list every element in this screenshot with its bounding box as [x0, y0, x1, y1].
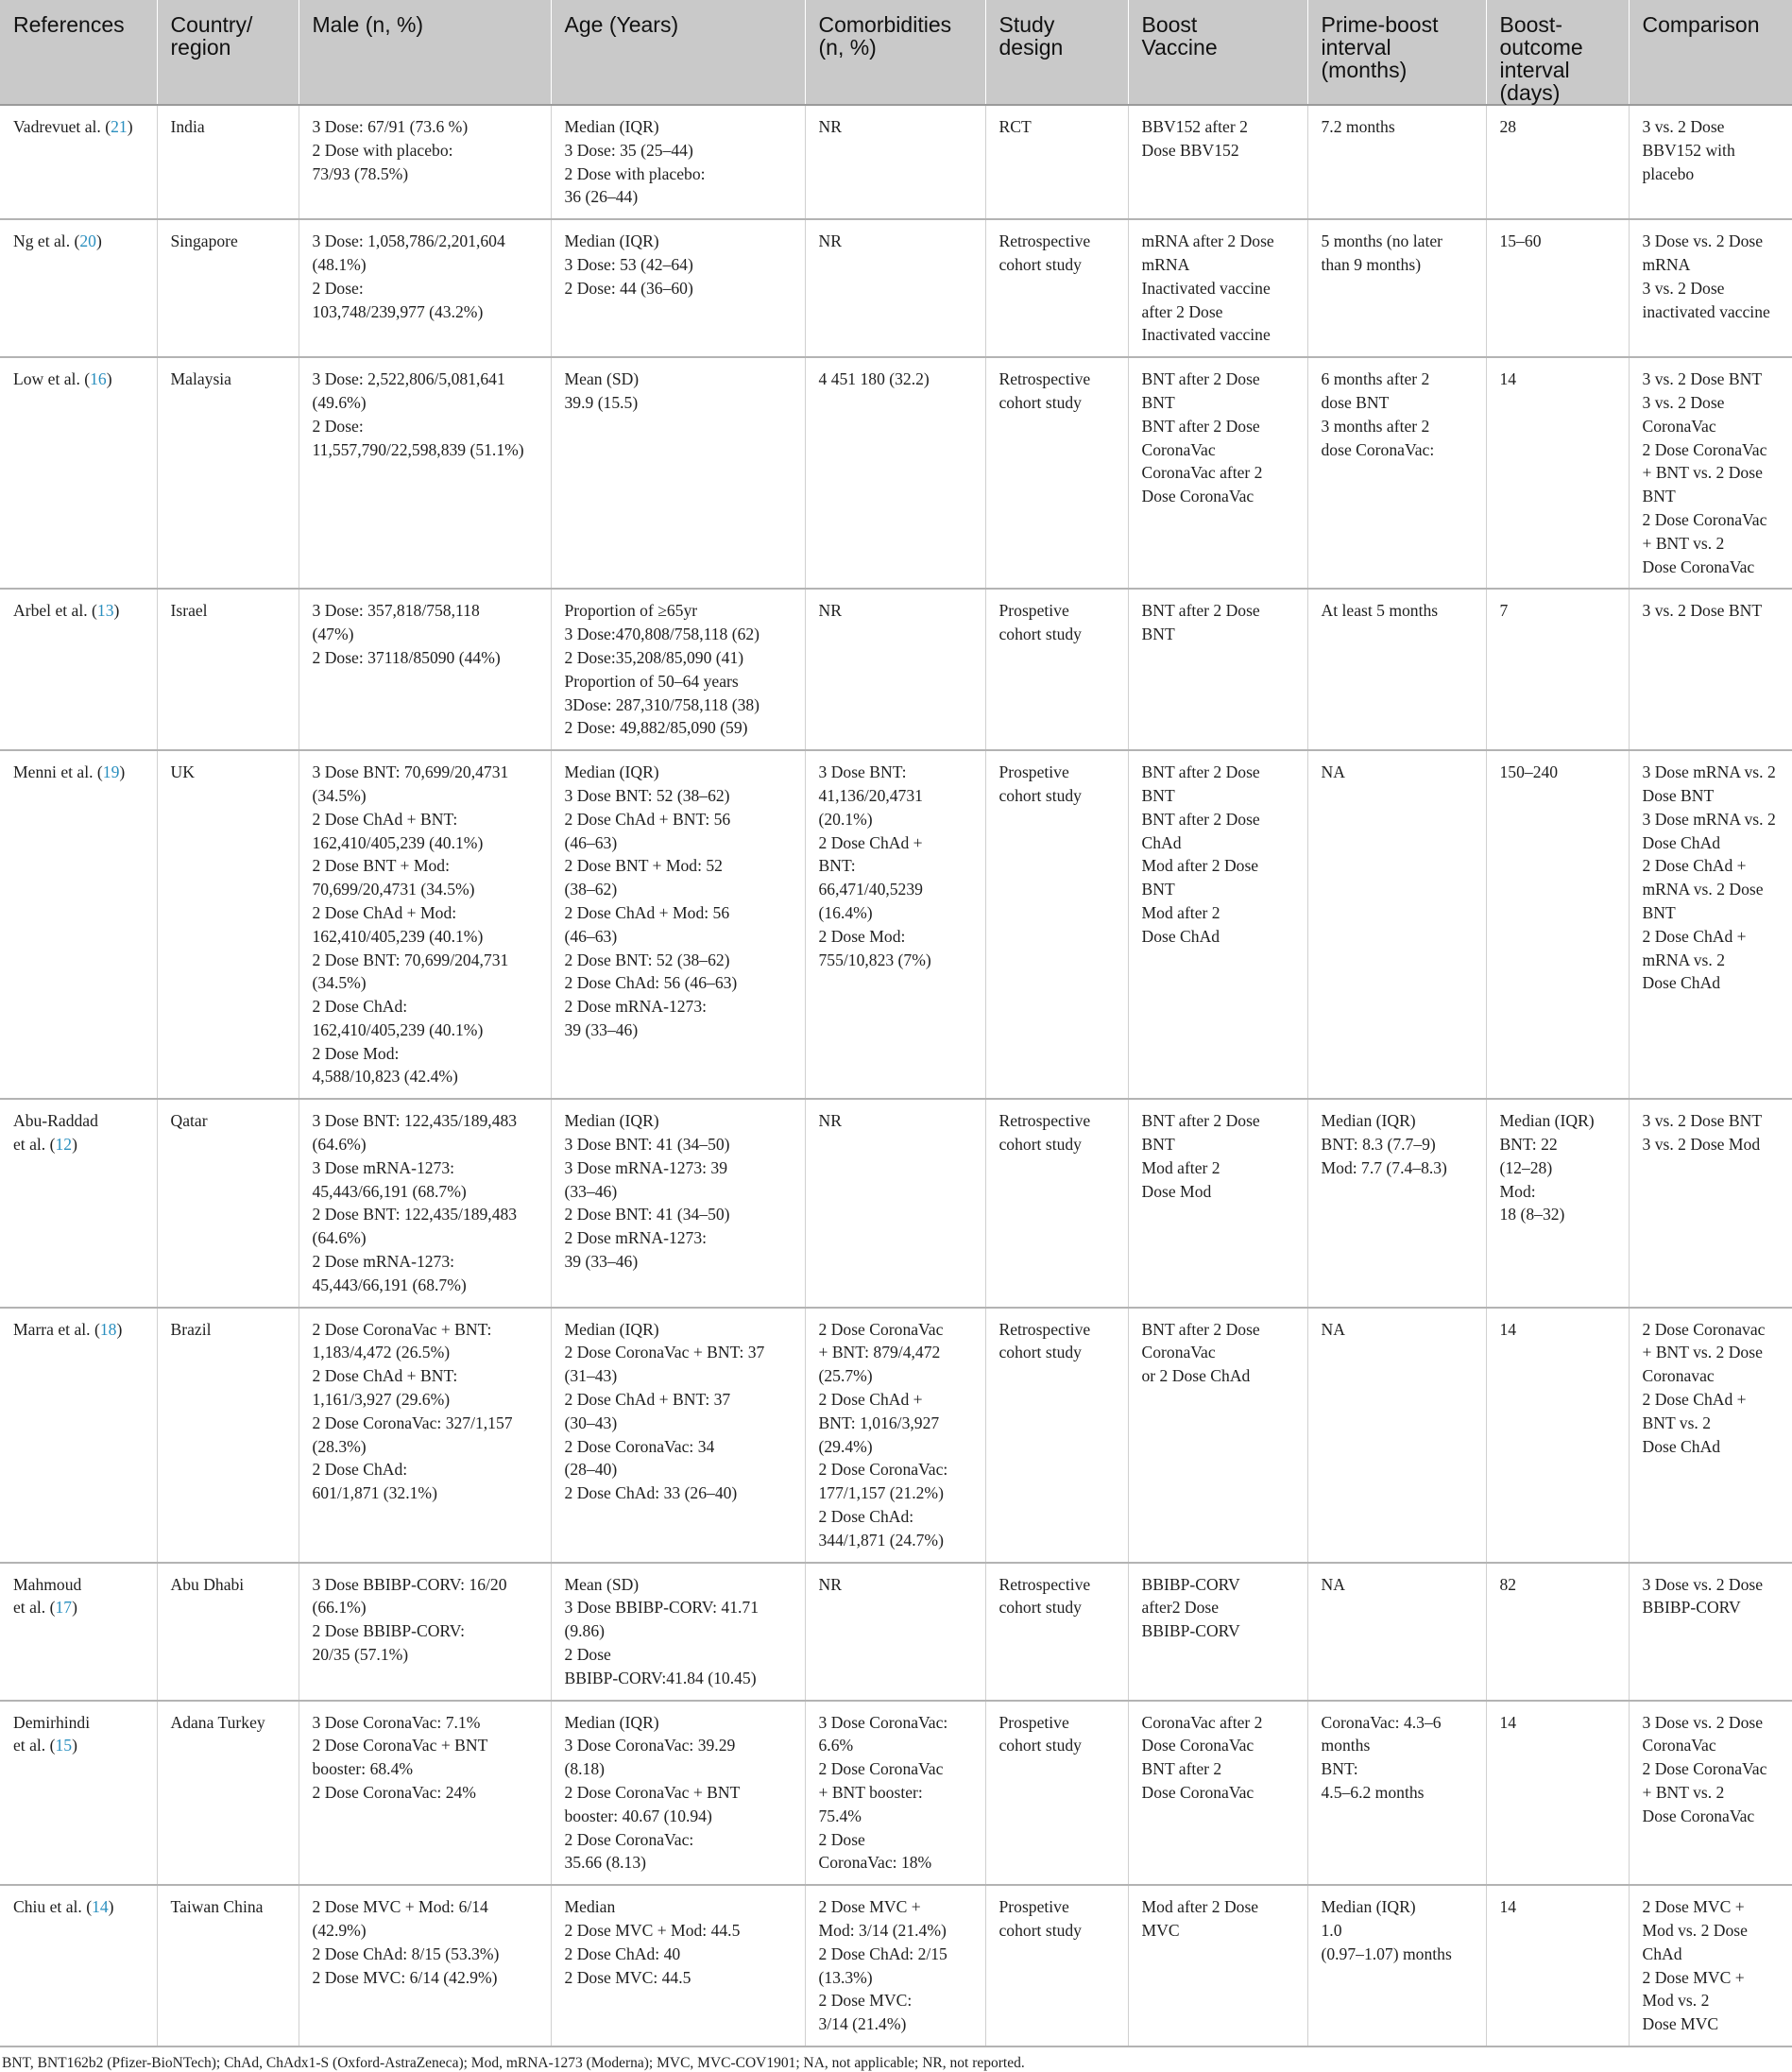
cell-reference: Demirhindi et al. (15)	[0, 1701, 157, 1886]
table-row	[0, 1563, 1792, 1701]
reference-author: Demirhindi et al.	[13, 1712, 91, 1755]
cell-boost-outcome-interval: 14	[1486, 1701, 1629, 1886]
header-prime-boost-interval: Prime-boost interval (months)	[1307, 0, 1486, 105]
cell-comparison: 3 Dose vs. 2 Dose BBIBP-CORV	[1629, 1563, 1792, 1701]
reference-link[interactable]: 16	[90, 369, 107, 389]
cell-prime-boost-interval: NA	[1307, 1308, 1486, 1563]
cell-country: Adana Turkey	[157, 1701, 299, 1886]
reference-author: Mahmoud et al.	[13, 1574, 82, 1618]
reference-author: Vadrevuet al.	[13, 117, 101, 136]
reference-link[interactable]: 21	[111, 117, 128, 136]
cell-male: 3 Dose BNT: 122,435/189,483 (64.6%) 3 Dose mRNA-1273: 45,443/66,191 (68.7%) 2 Dose BNT: 122,435/189,483 (64.6%) 2 Dose mRNA-1273: 45,443/66,191 (68.7%)	[299, 1099, 551, 1307]
cell-comparison: 3 Dose vs. 2 Dose mRNA 3 vs. 2 Dose inactivated vaccine	[1629, 219, 1792, 357]
reference-author: Low et al.	[13, 369, 80, 389]
cell-boost-vaccine: BNT after 2 Dose BNT BNT after 2 Dose ChAd Mod after 2 Dose BNT Mod after 2 Dose ChAd	[1128, 750, 1307, 1099]
cell-prime-boost-interval: NA	[1307, 750, 1486, 1099]
cell-boost-outcome-interval: 14	[1486, 357, 1629, 589]
cell-study-design: Prospetive cohort study	[985, 750, 1128, 1099]
table-footnote: BNT, BNT162b2 (Pfizer-BioNTech); ChAd, ChAdx1-S (Oxford-AstraZeneca); Mod, mRNA-1273 (Moderna); MVC, MVC-COV1901; NA, not applicable; NR, not reported.	[2, 2054, 1025, 2071]
cell-comorbidities: 2 Dose MVC + Mod: 3/14 (21.4%) 2 Dose ChAd: 2/15 (13.3%) 2 Dose MVC: 3/14 (21.4%)	[805, 1885, 985, 2046]
reference-author: Chiu et al.	[13, 1897, 82, 1917]
cell-country: UK	[157, 750, 299, 1099]
cell-prime-boost-interval: Median (IQR) BNT: 8.3 (7.7–9) Mod: 7.7 (7.4–8.3)	[1307, 1099, 1486, 1307]
cell-prime-boost-interval: 6 months after 2 dose BNT 3 months after 2 dose CoronaVac:	[1307, 357, 1486, 589]
table-row	[0, 1099, 1792, 1307]
cell-boost-vaccine: CoronaVac after 2 Dose CoronaVac BNT after 2 Dose CoronaVac	[1128, 1701, 1307, 1886]
cell-boost-outcome-interval: 82	[1486, 1563, 1629, 1701]
cell-reference: Low et al. (16)	[0, 357, 157, 589]
cell-male: 3 Dose BBIBP-CORV: 16/20 (66.1%) 2 Dose BBIBP-CORV: 20/35 (57.1%)	[299, 1563, 551, 1701]
reference-link[interactable]: 18	[99, 1319, 117, 1339]
cell-comorbidities: 2 Dose CoronaVac + BNT: 879/4,472 (25.7%) 2 Dose ChAd + BNT: 1,016/3,927 (29.4%) 2 Dose CoronaVac: 177/1,157 (21.2%) 2 Dose ChAd: 344/1,871 (24.7%)	[805, 1308, 985, 1563]
cell-study-design: RCT	[985, 105, 1128, 219]
table-row	[0, 219, 1792, 357]
table-row	[0, 105, 1792, 219]
header-country: Country/ region	[157, 0, 299, 105]
reference-author: Marra et al.	[13, 1319, 91, 1339]
cell-reference: Ng et al. (20)	[0, 219, 157, 357]
reference-author: Ng et al.	[13, 231, 71, 251]
cell-study-design: Retrospective cohort study	[985, 219, 1128, 357]
reference-author: Arbel et al.	[13, 601, 88, 621]
cell-comorbidities: 3 Dose BNT: 41,136/20,4731 (20.1%) 2 Dose ChAd + BNT: 66,471/40,5239 (16.4%) 2 Dose Mod: 755/10,823 (7%)	[805, 750, 985, 1099]
table-row	[0, 1885, 1792, 2046]
cell-boost-outcome-interval: Median (IQR) BNT: 22 (12–28) Mod: 18 (8–32)	[1486, 1099, 1629, 1307]
cell-male: 3 Dose BNT: 70,699/20,4731 (34.5%) 2 Dose ChAd + BNT: 162,410/405,239 (40.1%) 2 Dose BNT + Mod: 70,699/20,4731 (34.5%) 2 Dose ChAd + Mod: 162,410/405,239 (40.1%) 2 Dose BNT: 70,699/204,731 (34.5%) 2 Dose ChAd: 162,410/405,239 (40.1%) 2 Dose Mod: 4,588/10,823 (42.4%)	[299, 750, 551, 1099]
cell-reference: Chiu et al. (14)	[0, 1885, 157, 2046]
cell-study-design: Retrospective cohort study	[985, 357, 1128, 589]
cell-comparison: 3 vs. 2 Dose BNT	[1629, 589, 1792, 750]
cell-study-design: Retrospective cohort study	[985, 1099, 1128, 1307]
cell-comparison: 3 vs. 2 Dose BNT 3 vs. 2 Dose Mod	[1629, 1099, 1792, 1307]
cell-boost-vaccine: BNT after 2 Dose BNT Mod after 2 Dose Mod	[1128, 1099, 1307, 1307]
cell-comparison: 2 Dose MVC + Mod vs. 2 Dose ChAd 2 Dose MVC + Mod vs. 2 Dose MVC	[1629, 1885, 1792, 2046]
cell-comparison: 3 Dose vs. 2 Dose CoronaVac 2 Dose CoronaVac + BNT vs. 2 Dose CoronaVac	[1629, 1701, 1792, 1886]
cell-boost-vaccine: mRNA after 2 Dose mRNA Inactivated vaccine after 2 Dose Inactivated vaccine	[1128, 219, 1307, 357]
cell-comparison: 3 Dose mRNA vs. 2 Dose BNT 3 Dose mRNA vs. 2 Dose ChAd 2 Dose ChAd + mRNA vs. 2 Dose BNT 2 Dose ChAd + mRNA vs. 2 Dose ChAd	[1629, 750, 1792, 1099]
reference-author: Abu-Raddad et al.	[13, 1111, 98, 1155]
cell-age: Median (IQR) 3 Dose: 53 (42–64) 2 Dose: 44 (36–60)	[551, 219, 805, 357]
cell-age: Mean (SD) 3 Dose BBIBP-CORV: 41.71 (9.86) 2 Dose BBIBP-CORV:41.84 (10.45)	[551, 1563, 805, 1701]
cell-reference: Arbel et al. (13)	[0, 589, 157, 750]
cell-age: Median (IQR) 3 Dose BNT: 41 (34–50) 3 Dose mRNA-1273: 39 (33–46) 2 Dose BNT: 41 (34–50) 2 Dose mRNA-1273: 39 (33–46)	[551, 1099, 805, 1307]
cell-comorbidities: 3 Dose CoronaVac: 6.6% 2 Dose CoronaVac + BNT booster: 75.4% 2 Dose CoronaVac: 18%	[805, 1701, 985, 1886]
cell-prime-boost-interval: 7.2 months	[1307, 105, 1486, 219]
cell-comorbidities: NR	[805, 219, 985, 357]
cell-male: 3 Dose: 67/91 (73.6 %) 2 Dose with placebo: 73/93 (78.5%)	[299, 105, 551, 219]
cell-boost-vaccine: BBV152 after 2 Dose BBV152	[1128, 105, 1307, 219]
cell-boost-outcome-interval: 150–240	[1486, 750, 1629, 1099]
header-row	[0, 0, 1792, 105]
cell-boost-outcome-interval: 14	[1486, 1308, 1629, 1563]
cell-prime-boost-interval: At least 5 months	[1307, 589, 1486, 750]
cell-study-design: Prospetive cohort study	[985, 1885, 1128, 2046]
cell-reference: Marra et al. (18)	[0, 1308, 157, 1563]
cell-boost-outcome-interval: 15–60	[1486, 219, 1629, 357]
cell-study-design: Retrospective cohort study	[985, 1308, 1128, 1563]
header-age: Age (Years)	[551, 0, 805, 105]
table-row	[0, 589, 1792, 750]
cell-boost-vaccine: Mod after 2 Dose MVC	[1128, 1885, 1307, 2046]
cell-study-design: Retrospective cohort study	[985, 1563, 1128, 1701]
cell-male: 2 Dose MVC + Mod: 6/14 (42.9%) 2 Dose ChAd: 8/15 (53.3%) 2 Dose MVC: 6/14 (42.9%)	[299, 1885, 551, 2046]
cell-reference: Menni et al. (19)	[0, 750, 157, 1099]
header-boost-outcome-interval: Boost- outcome interval (days)	[1486, 0, 1629, 105]
cell-country: Abu Dhabi	[157, 1563, 299, 1701]
cell-comorbidities: NR	[805, 105, 985, 219]
cell-country: Brazil	[157, 1308, 299, 1563]
header-boost-vaccine: Boost Vaccine	[1128, 0, 1307, 105]
reference-link[interactable]: 17	[55, 1598, 73, 1618]
cell-comparison: 3 vs. 2 Dose BBV152 with placebo	[1629, 105, 1792, 219]
cell-comorbidities: 4 451 180 (32.2)	[805, 357, 985, 589]
cell-country: India	[157, 105, 299, 219]
cell-male: 3 Dose: 357,818/758,118 (47%) 2 Dose: 37118/85090 (44%)	[299, 589, 551, 750]
cell-boost-vaccine: BNT after 2 Dose BNT	[1128, 589, 1307, 750]
cell-prime-boost-interval: 5 months (no later than 9 months)	[1307, 219, 1486, 357]
cell-age: Median (IQR) 3 Dose BNT: 52 (38–62) 2 Dose ChAd + BNT: 56 (46–63) 2 Dose BNT + Mod: 52 (38–62) 2 Dose ChAd + Mod: 56 (46–63) 2 Dose BNT: 52 (38–62) 2 Dose ChAd: 56 (46–63) 2 Dose mRNA-1273: 39 (33–46)	[551, 750, 805, 1099]
cell-comparison: 2 Dose Coronavac + BNT vs. 2 Dose Coronavac 2 Dose ChAd + BNT vs. 2 Dose ChAd	[1629, 1308, 1792, 1563]
cell-prime-boost-interval: CoronaVac: 4.3–6 months BNT: 4.5–6.2 months	[1307, 1701, 1486, 1886]
header-male: Male (n, %)	[299, 0, 551, 105]
reference-link[interactable]: 13	[96, 601, 114, 621]
cell-reference: Vadrevuet al. (21)	[0, 105, 157, 219]
reference-link[interactable]: 15	[55, 1736, 73, 1755]
table-row	[0, 1701, 1792, 1886]
cell-age: Median (IQR) 3 Dose: 35 (25–44) 2 Dose with placebo: 36 (26–44)	[551, 105, 805, 219]
header-references: References	[0, 0, 157, 105]
cell-comorbidities: NR	[805, 1563, 985, 1701]
cell-study-design: Prospetive cohort study	[985, 1701, 1128, 1886]
header-comorbidities: Comorbidities (n, %)	[805, 0, 985, 105]
cell-male: 3 Dose: 1,058,786/2,201,604 (48.1%) 2 Dose: 103,748/239,977 (43.2%)	[299, 219, 551, 357]
cell-age: Median (IQR) 3 Dose CoronaVac: 39.29 (8.18) 2 Dose CoronaVac + BNT booster: 40.67 (10.94) 2 Dose CoronaVac: 35.66 (8.13)	[551, 1701, 805, 1886]
reference-link[interactable]: 14	[92, 1897, 109, 1917]
cell-age: Mean (SD) 39.9 (15.5)	[551, 357, 805, 589]
cell-reference: Abu-Raddad et al. (12)	[0, 1099, 157, 1307]
reference-link[interactable]: 20	[79, 231, 96, 251]
cell-prime-boost-interval: Median (IQR) 1.0 (0.97–1.07) months	[1307, 1885, 1486, 2046]
table-row	[0, 750, 1792, 1099]
cell-country: Malaysia	[157, 357, 299, 589]
header-study-design: Study design	[985, 0, 1128, 105]
table-row	[0, 1308, 1792, 1563]
cell-boost-outcome-interval: 14	[1486, 1885, 1629, 2046]
cell-study-design: Prospetive cohort study	[985, 589, 1128, 750]
table-row	[0, 357, 1792, 589]
cell-country: Singapore	[157, 219, 299, 357]
cell-boost-vaccine: BNT after 2 Dose CoronaVac or 2 Dose ChAd	[1128, 1308, 1307, 1563]
cell-age: Proportion of ≥65yr 3 Dose:470,808/758,118 (62) 2 Dose:35,208/85,090 (41) Proportion of 50–64 years 3Dose: 287,310/758,118 (38) 2 Dose: 49,882/85,090 (59)	[551, 589, 805, 750]
table-body	[0, 105, 1792, 2046]
cell-comorbidities: NR	[805, 1099, 985, 1307]
cell-boost-outcome-interval: 28	[1486, 105, 1629, 219]
cell-country: Qatar	[157, 1099, 299, 1307]
cell-comparison: 3 vs. 2 Dose BNT 3 vs. 2 Dose CoronaVac 2 Dose CoronaVac + BNT vs. 2 Dose BNT 2 Dose CoronaVac + BNT vs. 2 Dose CoronaVac	[1629, 357, 1792, 589]
cell-country: Taiwan China	[157, 1885, 299, 2046]
cell-boost-outcome-interval: 7	[1486, 589, 1629, 750]
reference-link[interactable]: 12	[55, 1135, 73, 1155]
cell-age: Median (IQR) 2 Dose CoronaVac + BNT: 37 (31–43) 2 Dose ChAd + BNT: 37 (30–43) 2 Dose CoronaVac: 34 (28–40) 2 Dose ChAd: 33 (26–40)	[551, 1308, 805, 1563]
reference-link[interactable]: 19	[102, 762, 120, 782]
reference-author: Menni et al.	[13, 762, 94, 782]
cell-male: 3 Dose CoronaVac: 7.1% 2 Dose CoronaVac + BNT booster: 68.4% 2 Dose CoronaVac: 24%	[299, 1701, 551, 1886]
cell-reference: Mahmoud et al. (17)	[0, 1563, 157, 1701]
cell-prime-boost-interval: NA	[1307, 1563, 1486, 1701]
cell-male: 3 Dose: 2,522,806/5,081,641 (49.6%) 2 Dose: 11,557,790/22,598,839 (51.1%)	[299, 357, 551, 589]
cell-male: 2 Dose CoronaVac + BNT: 1,183/4,472 (26.5%) 2 Dose ChAd + BNT: 1,161/3,927 (29.6%) 2 Dose CoronaVac: 327/1,157 (28.3%) 2 Dose ChAd: 601/1,871 (32.1%)	[299, 1308, 551, 1563]
cell-boost-vaccine: BBIBP-CORV after2 Dose BBIBP-CORV	[1128, 1563, 1307, 1701]
cell-boost-vaccine: BNT after 2 Dose BNT BNT after 2 Dose CoronaVac CoronaVac after 2 Dose CoronaVac	[1128, 357, 1307, 589]
cell-country: Israel	[157, 589, 299, 750]
cell-comorbidities: NR	[805, 589, 985, 750]
header-comparison: Comparison	[1629, 0, 1792, 105]
cell-age: Median 2 Dose MVC + Mod: 44.5 2 Dose ChAd: 40 2 Dose MVC: 44.5	[551, 1885, 805, 2046]
